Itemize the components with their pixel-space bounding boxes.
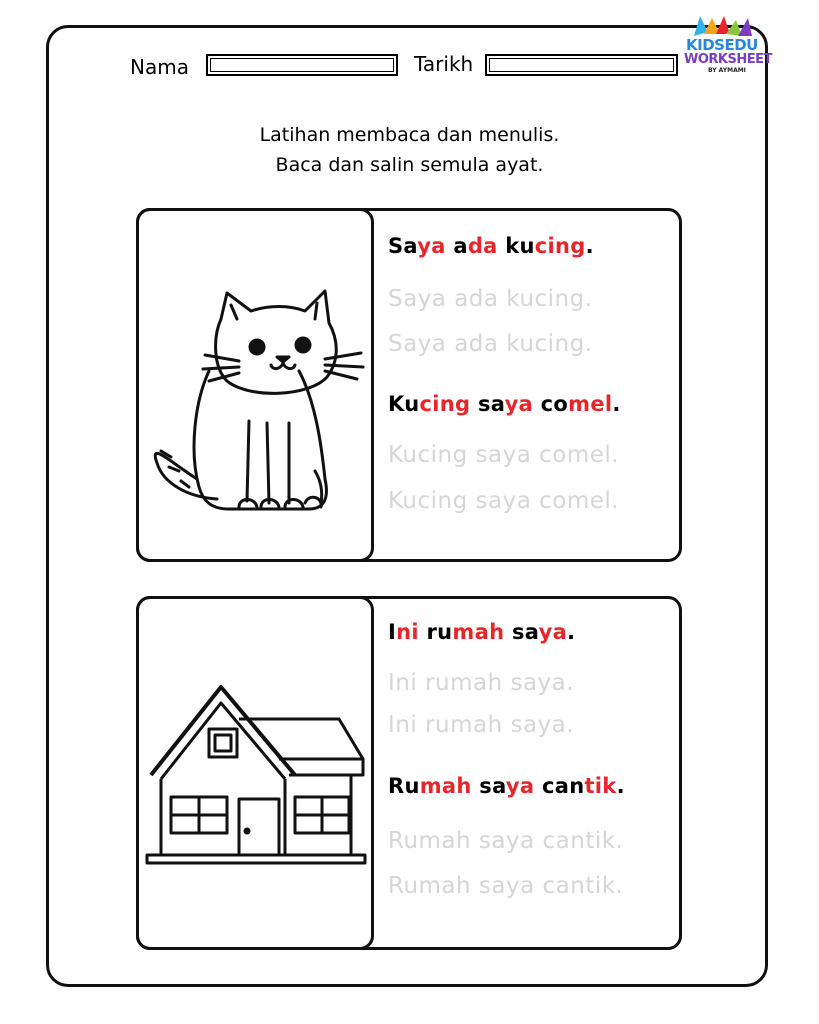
syllable: ya bbox=[505, 774, 535, 798]
trace-line: Saya ada kucing. bbox=[388, 286, 593, 312]
syllable: . bbox=[567, 620, 576, 644]
syllable: sa bbox=[511, 620, 539, 644]
syllable: Sa bbox=[388, 234, 418, 258]
syllable: Ru bbox=[388, 774, 420, 798]
syllable: ya bbox=[538, 620, 568, 644]
syllable: I bbox=[388, 620, 397, 644]
model-sentence-1 bbox=[388, 234, 594, 258]
syllable: ya bbox=[417, 234, 446, 258]
name-label: Nama bbox=[130, 55, 189, 79]
crown-icon bbox=[690, 14, 754, 38]
date-label: Tarikh bbox=[414, 52, 474, 76]
model-sentence-4 bbox=[388, 774, 625, 798]
logo-line3: BY AYMAMI bbox=[708, 67, 746, 74]
kidsedu-logo bbox=[684, 14, 772, 76]
model-sentence-2 bbox=[388, 392, 621, 416]
name-field[interactable] bbox=[206, 54, 398, 76]
instruction-line2: Baca dan salin semula ayat. bbox=[275, 154, 544, 176]
trace-line: Ini rumah saya. bbox=[388, 712, 575, 738]
cat-illustration bbox=[139, 211, 371, 559]
syllable: . bbox=[585, 234, 594, 258]
syllable: . bbox=[616, 774, 625, 798]
syllable: co bbox=[540, 392, 569, 416]
trace-line: Saya ada kucing. bbox=[388, 331, 593, 357]
syllable: ku bbox=[505, 234, 535, 258]
syllable: a bbox=[453, 234, 468, 258]
syllable: ya bbox=[504, 392, 534, 416]
syllable bbox=[419, 620, 427, 644]
trace-line: Ini rumah saya. bbox=[388, 670, 575, 696]
syllable bbox=[504, 620, 512, 644]
syllable bbox=[470, 392, 478, 416]
syllable: cing bbox=[534, 234, 586, 258]
trace-line: Kucing saya comel. bbox=[388, 488, 620, 514]
logo-line2: WORKSHEET bbox=[684, 52, 772, 67]
syllable: da bbox=[467, 234, 498, 258]
house-illustration bbox=[139, 599, 371, 947]
syllable: Ku bbox=[388, 392, 420, 416]
syllable: tik bbox=[584, 774, 617, 798]
instruction-line1: Latihan membaca dan menulis. bbox=[259, 124, 560, 146]
syllable: ni bbox=[396, 620, 419, 644]
syllable: ru bbox=[426, 620, 453, 644]
logo-line1: KIDSEDU bbox=[686, 36, 758, 54]
syllable bbox=[533, 392, 541, 416]
model-sentence-3 bbox=[388, 620, 575, 644]
syllable: mel bbox=[568, 392, 613, 416]
date-field[interactable] bbox=[485, 54, 678, 76]
syllable: mah bbox=[419, 774, 472, 798]
syllable bbox=[534, 774, 542, 798]
syllable: . bbox=[612, 392, 621, 416]
syllable: sa bbox=[479, 774, 506, 798]
trace-line: Rumah saya cantik. bbox=[388, 828, 624, 854]
trace-line: Rumah saya cantik. bbox=[388, 873, 624, 899]
picture-box bbox=[136, 208, 374, 562]
trace-line: Kucing saya comel. bbox=[388, 442, 620, 468]
syllable: can bbox=[541, 774, 585, 798]
syllable: mah bbox=[452, 620, 505, 644]
syllable: cing bbox=[419, 392, 471, 416]
syllable: sa bbox=[477, 392, 505, 416]
picture-box bbox=[136, 596, 374, 950]
